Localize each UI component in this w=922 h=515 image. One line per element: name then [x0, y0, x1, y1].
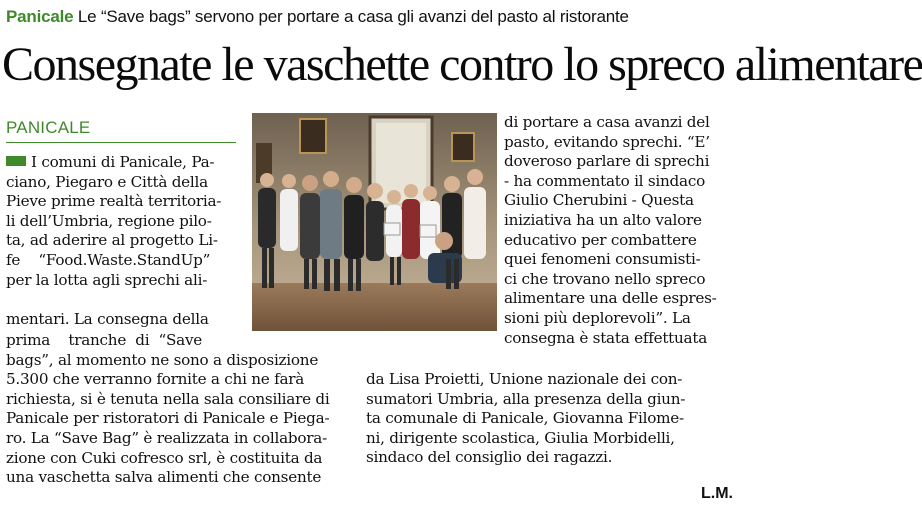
article-line: prima tranche di “Save	[6, 331, 203, 349]
article-line: quei fenomeni consumisti-	[504, 250, 701, 269]
article-line: ciano, Piegaro e Città della	[6, 172, 208, 191]
article-line: educativo per combattere	[504, 230, 697, 249]
group-photo-image	[252, 113, 497, 331]
article-line: bags”, al momento ne sono a disposizione	[6, 350, 319, 369]
article-line: ta comunale di Panicale, Giovanna Filome-	[366, 409, 684, 428]
article-line: alimentare una delle espres-	[504, 289, 717, 308]
article-line-text: I comuni di Panicale, Pa-	[31, 153, 215, 171]
article-line: ci che trovano nello spreco	[504, 269, 706, 288]
article-line: li dell’Umbria, regione pilo-	[6, 211, 212, 230]
article-line: da Lisa Proietti, Unione nazionale dei con-	[366, 370, 683, 388]
article-line: pasto, evitando sprechi. “E’	[504, 132, 710, 151]
article-line: sindaco del consiglio dei ragazzi.	[366, 448, 613, 467]
article-line: richiesta, si è tenuta nella sala consiliare di	[6, 389, 330, 408]
article-line: di portare a casa avanzi del	[504, 113, 710, 131]
article-line: mentari. La consegna della	[6, 310, 209, 328]
article-line: Pieve prime realtà territoria-	[6, 192, 222, 211]
article-column-1-top	[6, 153, 244, 291]
article-line: Panicale per ristoratori di Panicale e Piega-	[6, 409, 330, 428]
article-line: sumatori Umbria, alla presenza della giun-	[366, 389, 686, 408]
article-column-2-bottom	[366, 370, 732, 480]
article-line: ro. La “Save Bag” è realizzata in collabora-	[6, 428, 327, 447]
lead-marker	[6, 156, 26, 166]
article-line: consegna è stata effettuata	[504, 328, 708, 347]
article-line: una vaschetta salva alimenti che consente	[6, 468, 322, 487]
article-line: iniziativa ha un alto valore	[504, 210, 702, 229]
article-line: zione con Cuki cofresco srl, è costituita da	[6, 448, 323, 467]
article-line: - ha commentato il sindaco	[504, 171, 705, 190]
author-byline: L.M.	[701, 485, 733, 502]
article-line	[6, 153, 244, 173]
article-line: ni, dirigente scolastica, Giulia Morbidelli,	[366, 428, 675, 447]
article-column-1-bottom	[6, 331, 358, 511]
section-rule	[6, 142, 236, 143]
article-line: Giulio Cherubini - Questa	[504, 191, 694, 210]
article-line: 5.300 che verranno fornite a chi ne farà	[6, 370, 305, 389]
article-line: doveroso parlare di sprechi	[504, 152, 710, 171]
article-line: ta, ad aderire al progetto Li-	[6, 231, 218, 250]
article-column-2-top	[504, 113, 732, 373]
kicker-subtitle: Le “Save bags” servono per portare a casa gli avanzi del pasto al ristorante	[73, 7, 629, 26]
headline: Consegnate le vaschette contro lo spreco alimentare	[2, 38, 922, 91]
article-line: per la lotta agli sprechi ali-	[6, 270, 208, 289]
kicker	[6, 6, 738, 28]
article-line: sioni più deplorevoli”. La	[504, 308, 691, 327]
article-line: fe “Food.Waste.StandUp”	[6, 250, 211, 269]
group-photo	[252, 113, 497, 331]
section-label: PANICALE	[6, 118, 91, 137]
kicker-location: Panicale	[6, 7, 74, 26]
